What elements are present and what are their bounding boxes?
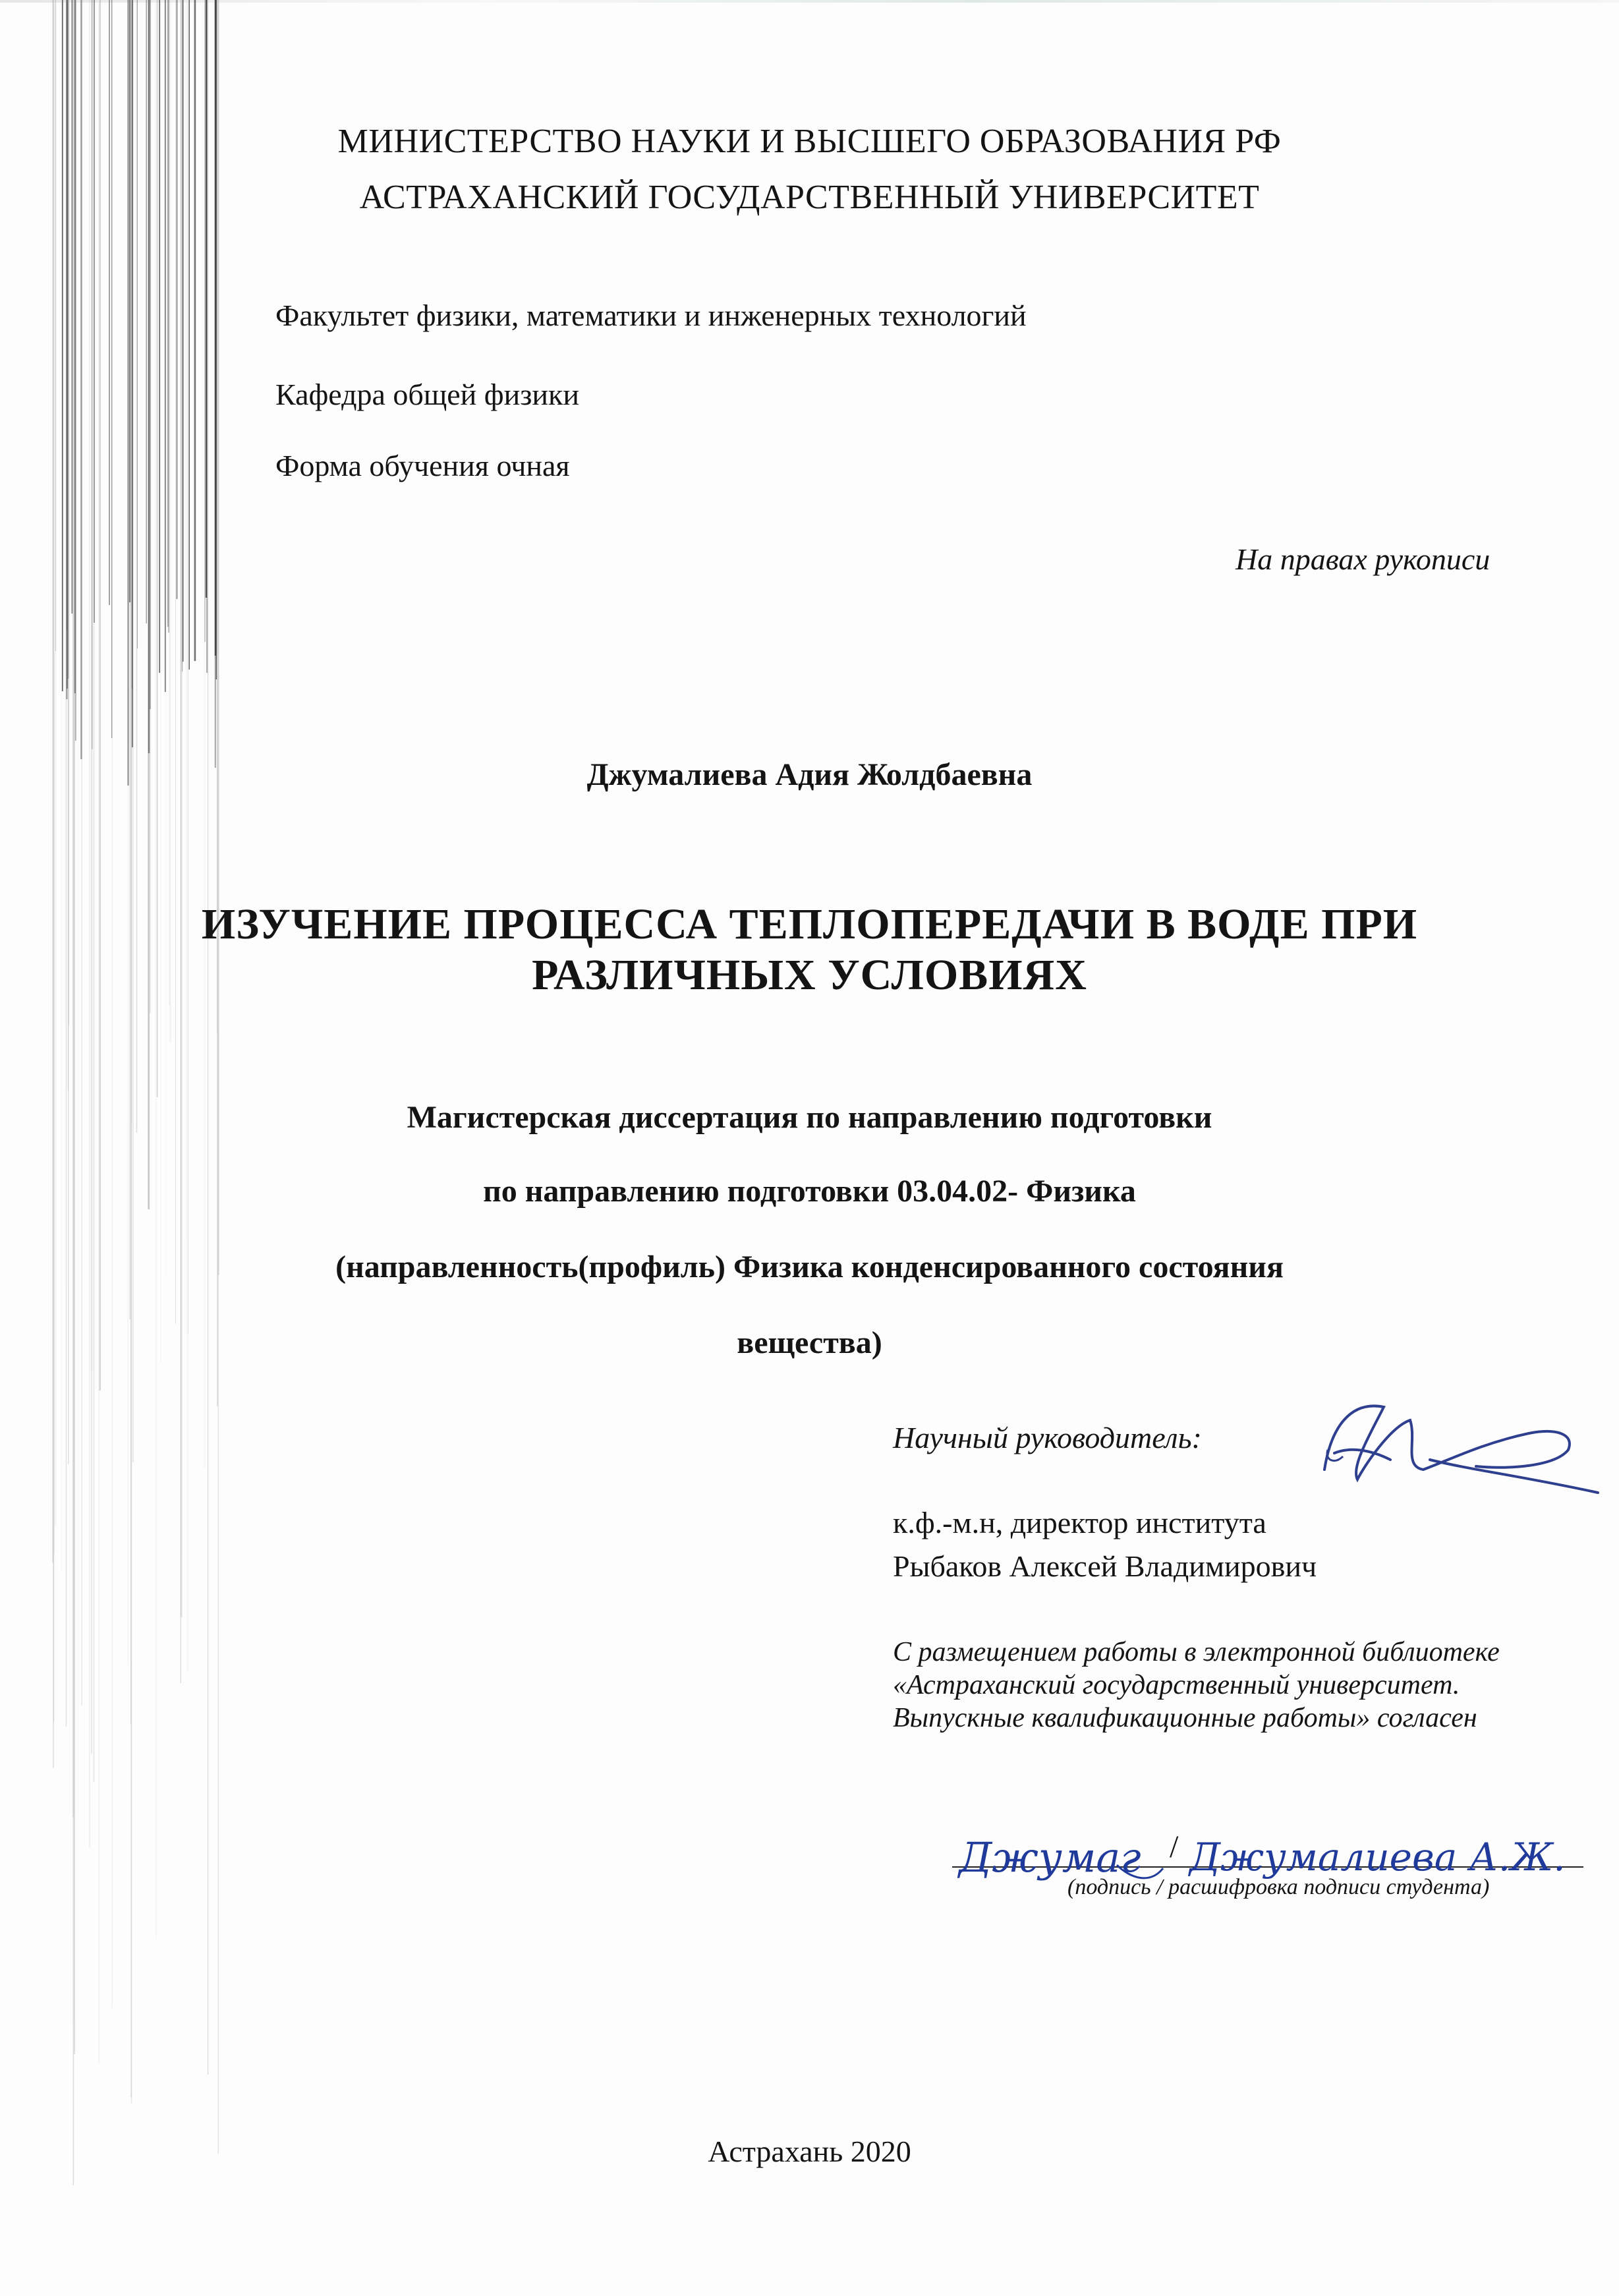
student-name-handwritten-text: Джумалиева А.Ж. bbox=[1189, 1835, 1566, 1880]
supervisor-position: к.ф.-м.н, директор института bbox=[893, 1506, 1266, 1539]
scanner-streak bbox=[40, 0, 237, 2296]
faculty-line: Факультет физики, математики и инженерных технологий bbox=[275, 299, 1027, 332]
scan-top-edge bbox=[0, 0, 1619, 3]
department-line: Кафедра общей физики bbox=[275, 378, 579, 411]
supervisor-label: Научный руководитель: bbox=[893, 1421, 1202, 1454]
city-year: Астрахань 2020 bbox=[708, 2135, 911, 2168]
signature-separator: / bbox=[1170, 1829, 1179, 1864]
ministry-heading: МИНИСТЕРСТВО НАУКИ И ВЫСШЕГО ОБРАЗОВАНИЯ РФ bbox=[337, 123, 1282, 160]
student-signature-text: Джумаг bbox=[959, 1833, 1141, 1881]
manuscript-note: На правах рукописи bbox=[1236, 542, 1491, 576]
thesis-title-line1: ИЗУЧЕНИЕ ПРОЦЕССА ТЕПЛОПЕРЕДАЧИ В ВОДЕ ПРИ bbox=[201, 900, 1418, 948]
supervisor-signature bbox=[1311, 1387, 1601, 1499]
thesis-type-line3: (направленность(профиль) Физика конденсированного состояния bbox=[335, 1249, 1284, 1284]
thesis-title-line2: РАЗЛИЧНЫХ УСЛОВИЯХ bbox=[532, 951, 1087, 999]
thesis-type-line1: Магистерская диссертация по направлению подготовки bbox=[407, 1100, 1212, 1135]
thesis-type-line2: по направлению подготовки 03.04.02- Физика bbox=[483, 1174, 1136, 1209]
author-name: Джумалиева Адия Жолдбаевна bbox=[586, 757, 1033, 792]
signature-caption: (подпись / расшифровка подписи студента) bbox=[1067, 1875, 1490, 1899]
thesis-type-line4: вещества) bbox=[737, 1325, 882, 1360]
university-heading: АСТРАХАНСКИЙ ГОСУДАРСТВЕННЫЙ УНИВЕРСИТЕТ bbox=[359, 179, 1260, 216]
study-form-line: Форма обучения очная bbox=[275, 449, 570, 482]
library-consent: С размещением работы в электронной библиотеке «Астраханский государственный университет. Выпускные квалификационные работы» согласен bbox=[893, 1637, 1500, 1733]
supervisor-name: Рыбаков Алексей Владимирович bbox=[893, 1549, 1317, 1583]
